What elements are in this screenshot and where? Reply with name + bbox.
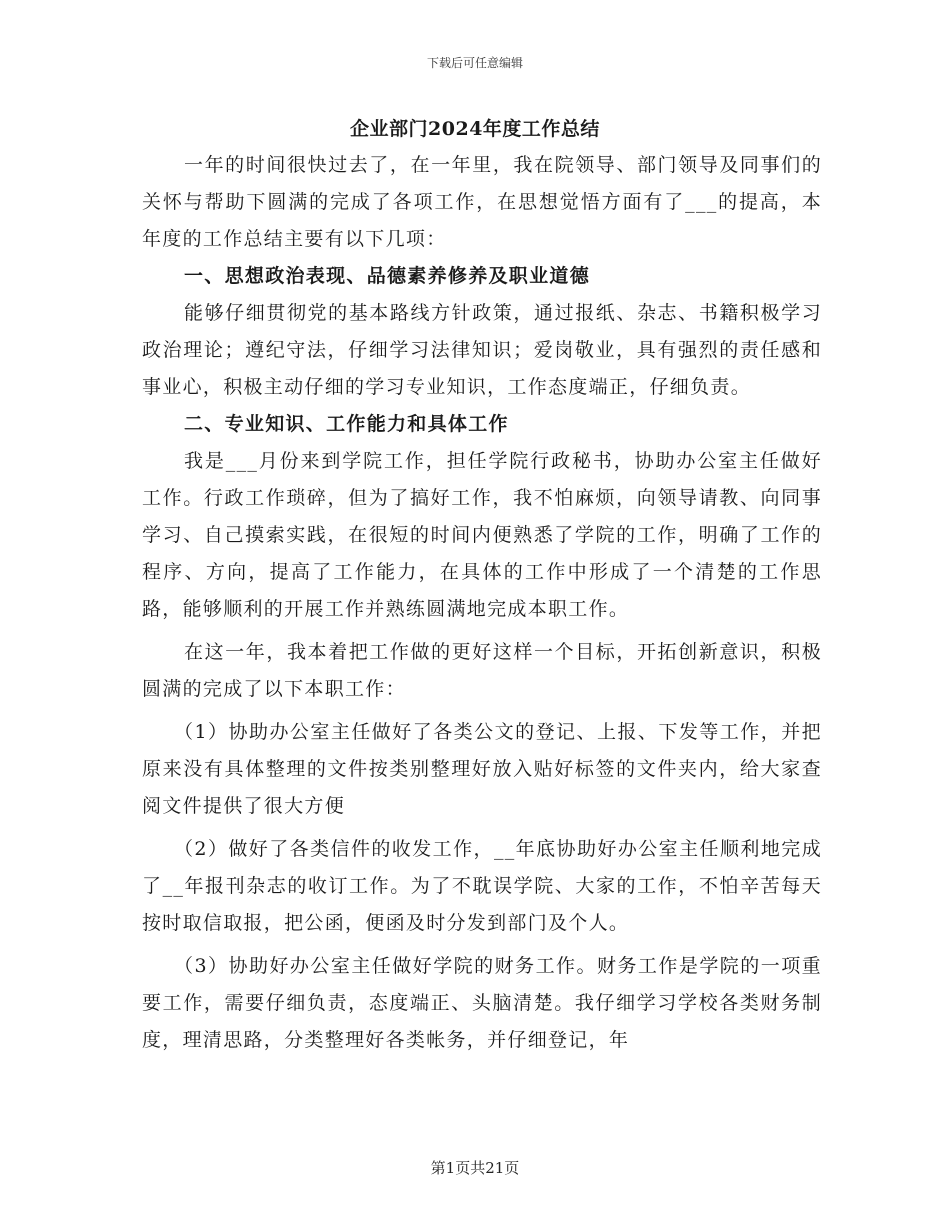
section-heading-1: 一、思想政治表现、品德素养修养及职业道德 [184,265,591,287]
page-number-footer: 第1页共21页 [430,1159,520,1177]
section-heading-2: 二、专业知识、工作能力和具体工作 [184,413,509,435]
intro-paragraph: 一年的时间很快过去了，在一年里，我在院领导、部门领导及同事们的关怀与帮助下圆满的完成了各项工作，在思想觉悟方面有了___的提高，本年度的工作总结主要有以下几项： [142,154,822,250]
list-item-1: （1）协助办公室主任做好了各类公文的登记、上报、下发等工作，并把原来没有具体整理的文件按类别整理好放入贴好标签的文件夹内，给大家查阅文件提供了很大方便 [142,721,822,817]
section-2-paragraph-a: 我是___月份来到学院工作，担任学院行政秘书，协助办公室主任做好工作。行政工作琐碎，但为了搞好工作，我不怕麻烦，向领导请教、向同事学习、自己摸索实践，在很短的时间内便熟悉了学院的工作，明确了工作的程序、方向，提高了工作能力，在具体的工作中形成了一个清楚的工作思路，能够顺利的开展工作并熟练圆满地完成本职工作。 [142,450,822,620]
document-body [142,147,822,1059]
section-2-paragraph-b: 在这一年，我本着把工作做的更好这样一个目标，开拓创新意识，积极圆满的完成了以下本职工作： [142,641,822,700]
document-title: 企业部门2024年度工作总结 [350,118,600,140]
list-item-3: （3）协助好办公室主任做好学院的财务工作。财务工作是学院的一项重要工作，需要仔细负责，态度端正、头脑清楚。我仔细学习学校各类财务制度，理清思路，分类整理好各类帐务，并仔细登记，年 [142,955,822,1051]
list-item-2: （2）做好了各类信件的收发工作，__年底协助好办公室主任顺利地完成了__年报刊杂志的收订工作。为了不耽误学院、大家的工作，不怕辛苦每天按时取信取报，把公函，便函及时分发到部门及个人。 [142,838,822,934]
header-note: 下载后可任意编辑 [426,56,523,70]
section-1-paragraph: 能够仔细贯彻党的基本路线方针政策，通过报纸、杂志、书籍积极学习政治理论；遵纪守法，仔细学习法律知识；爱岗敬业，具有强烈的责任感和事业心，积极主动仔细的学习专业知识，工作态度端正，仔细负责。 [142,302,822,398]
